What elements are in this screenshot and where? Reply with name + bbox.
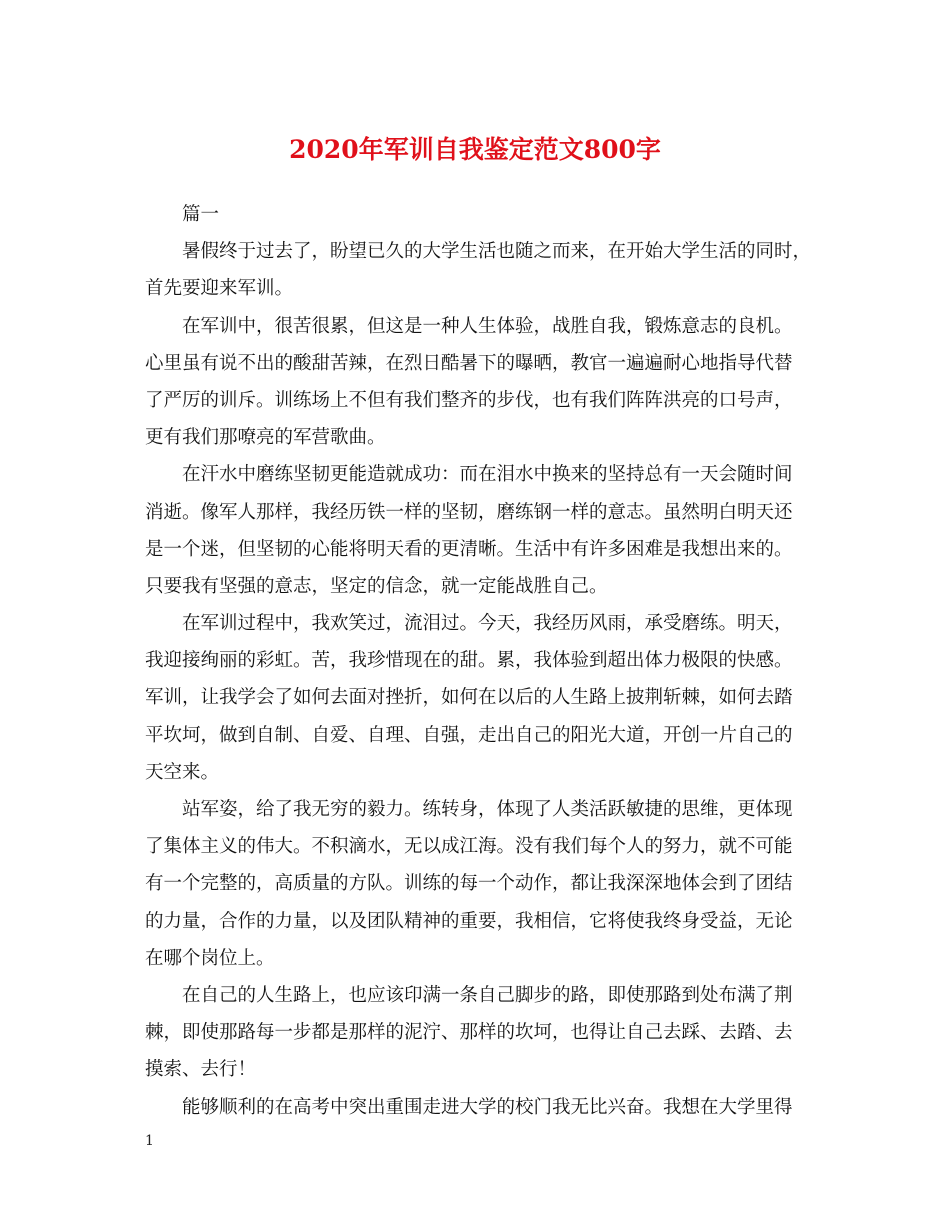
body-text-line: 我迎接绚丽的彩虹。苦，我珍惜现在的甜。累，我体验到超出体力极限的快感。 [145, 650, 793, 672]
body-text-line: 在汗水中磨练坚韧更能造就成功：而在泪水中换来的坚持总有一天会随时间 [182, 464, 793, 486]
body-text-line: 篇一 [182, 204, 220, 225]
body-text-line: 平坎坷，做到自制、自爱、自理、自强，走出自己的阳光大道，开创一片自己的 [145, 724, 793, 746]
body-text-line: 在军训中，很苦很累，但这是一种人生体验，战胜自我，锻炼意志的良机。 [182, 315, 793, 337]
body-text-line: 更有我们那嘹亮的军营歌曲。 [145, 427, 386, 449]
body-text-line: 站军姿，给了我无穷的毅力。练转身，体现了人类活跃敏捷的思维，更体现 [182, 799, 793, 820]
body-text-line: 消逝。像军人那样，我经历铁一样的坚韧，磨练钢一样的意志。虽然明白明天还 [145, 501, 793, 523]
body-text-line: 暑假终于过去了，盼望已久的大学生活也随之而来，在开始大学生活的同时， [182, 241, 812, 263]
body-text-line: 摸索、去行！ [145, 1059, 257, 1081]
body-text-line: 的力量，合作的力量，以及团队精神的重要，我相信，它将使我终身受益，无论 [145, 910, 793, 932]
document-title: 2020年军训自我鉴定范文800字 [289, 135, 661, 164]
body-text-line: 在哪个岗位上。 [145, 947, 275, 969]
body-text-line: 了严厉的训斥。训练场上不但有我们整齐的步伐，也有我们阵阵洪亮的口号声， [145, 389, 793, 411]
body-text-line: 心里虽有说不出的酸甜苦辣，在烈日酷暑下的曝晒，教官一遍遍耐心地指导代替 [145, 352, 793, 374]
body-text-line: 军训，让我学会了如何去面对挫折，如何在以后的人生路上披荆斩棘，如何去踏 [145, 687, 793, 709]
body-text-line: 有一个完整的，高质量的方队。训练的每一个动作，都让我深深地体会到了团结 [145, 873, 793, 895]
body-text-line: 在军训过程中，我欢笑过，流泪过。今天，我经历风雨，承受磨练。明天， [182, 613, 793, 635]
body-text-line: 棘，即使那路每一步都是那样的泥泞、那样的坎坷，也得让自己去踩、去踏、去 [145, 1022, 793, 1044]
page-number: 1 [145, 1133, 154, 1149]
body-text-line: 能够顺利的在高考中突出重围走进大学的校门我无比兴奋。我想在大学里得 [182, 1096, 793, 1118]
body-text-line: 了集体主义的伟大。不积滴水，无以成江海。没有我们每个人的努力，就不可能 [145, 836, 793, 858]
body-text-line: 是一个迷，但坚韧的心能将明天看的更清晰。生活中有许多困难是我想出来的。 [145, 538, 793, 560]
document-body [145, 196, 825, 1126]
body-text-line: 只要我有坚强的意志，坚定的信念，就一定能战胜自己。 [145, 575, 608, 597]
body-text-line: 在自己的人生路上，也应该印满一条自己脚步的路，即使那路到处布满了荆 [182, 984, 793, 1006]
body-text-line: 首先要迎来军训。 [145, 278, 294, 300]
body-text-line: 天空来。 [145, 761, 220, 783]
